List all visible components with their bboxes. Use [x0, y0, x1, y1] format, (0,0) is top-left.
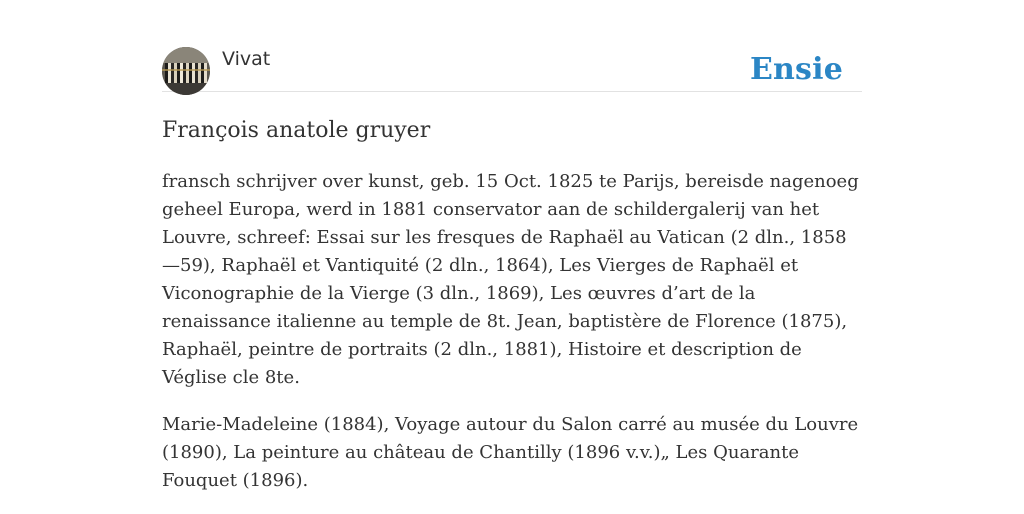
article-body [162, 168, 862, 514]
article-paragraph: fransch schrijver over kunst, geb. 15 Oct. 1825 te Parijs, bereisde nagenoeg geheel Europa, werd in 1881 conservator aan de schildergalerij van het Louvre, schreef: Essai sur les fresques de Raphaël au Vatican (2 dln., 1858—59), Raphaël et Vantiquité (2 dln., 1864), Les Vierges de Raphaël et Viconographie de la Vierge (3 dln., 1869), Les œuvres d’art de la renaissance italienne au temple de 8t. Jean, baptistère de Florence (1875), Raphaël, peintre de portraits (2 dln., 1881), Histoire et description de Véglise cle 8te. [162, 171, 859, 388]
article-card [162, 0, 862, 491]
article-paragraph: Marie-Madeleine (1884), Voyage autour du Salon carré au musée du Louvre (1890), La peinture au château de Chantilly (1896 v.v.)„ Les Quarante Fouquet (1896). [162, 414, 859, 491]
source-header [162, 0, 862, 92]
article-title: François anatole gruyer [162, 118, 431, 143]
ensie-logo[interactable]: Ensie [749, 52, 843, 87]
book-spines-icon[interactable] [162, 47, 210, 95]
source-name[interactable]: Vivat [222, 48, 271, 70]
